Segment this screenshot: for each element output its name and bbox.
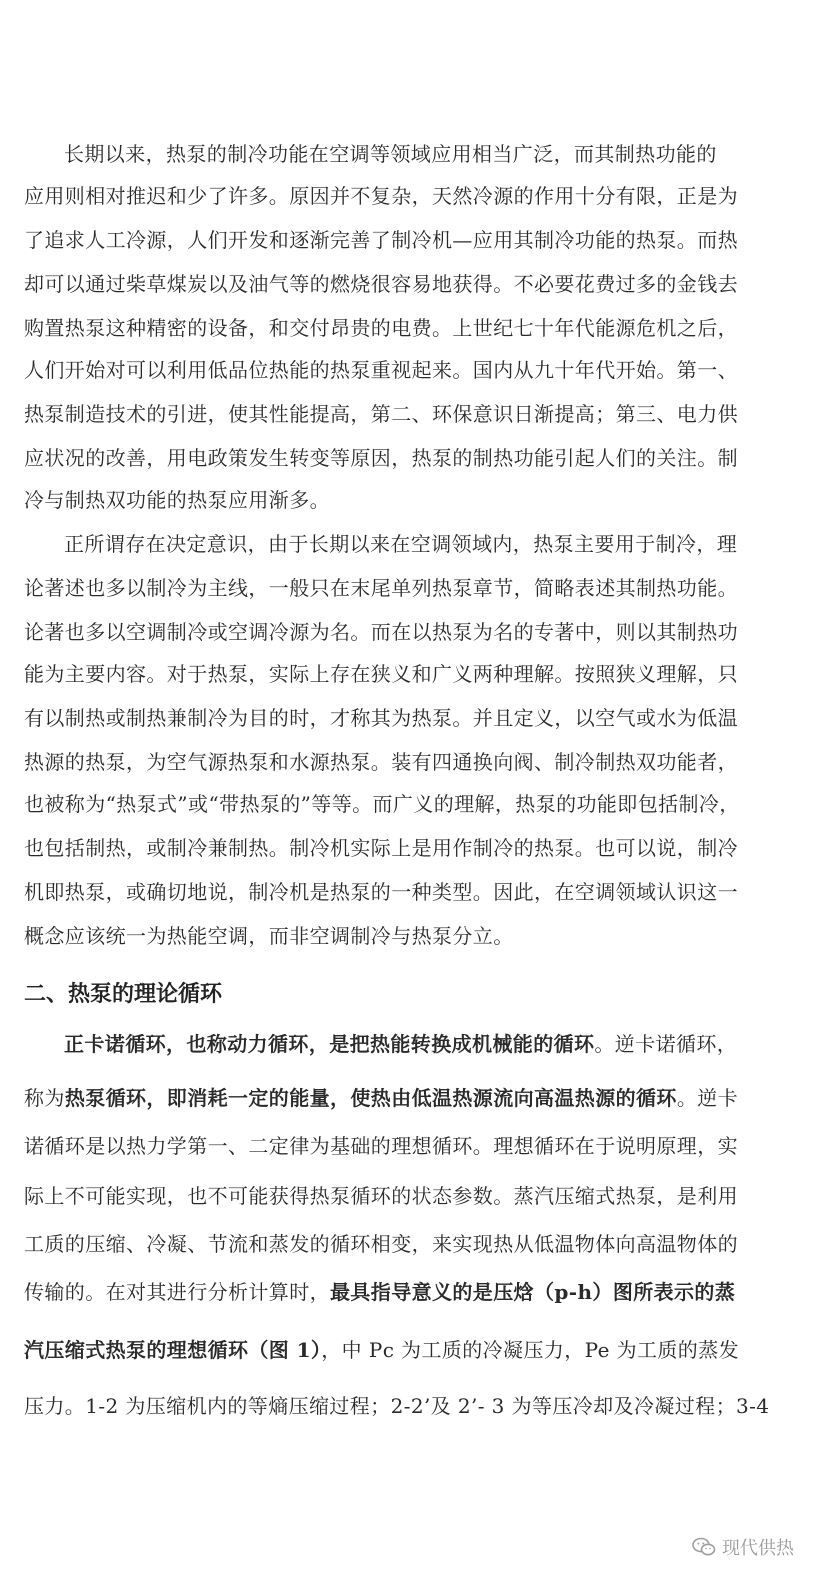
text-line: 也被称为“热泵式”或“带热泵的”等等。而广义的理解，热泵的功能即包括制冷， (24, 792, 740, 816)
text-line: 却可以通过柴草煤炭以及油气等的燃烧很容易地获得。不必要花费过多的金钱去 (24, 272, 738, 296)
text-line: 有以制热或制热兼制冷为目的时，才称其为热泵。并且定义，以空气或水为低温 (24, 706, 738, 730)
text-line: 应状况的改善，用电政策发生转变等原因，热泵的制热功能引起人们的关注。制 (24, 446, 738, 470)
watermark (692, 1534, 794, 1560)
text-line: 压力。1-2 为压缩机内的等熵压缩过程；2-2’及 2’- 3 为等压冷却及冷凝过程；3-4 (24, 1394, 770, 1418)
text-fragment: 。逆卡诺循环， (594, 1032, 738, 1056)
bold-phrase: 正卡诺循环，也称动力循环，是把热能转换成机械能的循环 (64, 1032, 595, 1056)
text-line: 也包括制热，或制冷兼制热。制冷机实际上是用作制冷的热泵。也可以说，制冷 (24, 836, 738, 860)
text-line: 论著述也多以制冷为主线，一般只在末尾单列热泵章节，简略表述其制热功能。 (24, 576, 738, 600)
text-fragment: ，中 Pc 为工质的冷凝压力，Pe 为工质的蒸发 (321, 1338, 740, 1362)
text-line: 长期以来，热泵的制冷功能在空调等领域应用相当广泛，而其制热功能的 (64, 142, 717, 166)
watermark-text: 现代供热 (722, 1538, 794, 1559)
text-line: 了追求人工冷源，人们开发和逐渐完善了制冷机—应用其制冷功能的热泵。而热 (24, 228, 738, 252)
text-line: 购置热泵这种精密的设备，和交付昂贵的电费。上世纪七十年代能源危机之后， (24, 316, 738, 340)
text-line (24, 1084, 802, 1112)
bold-phrase: 热泵循环，即消耗一定的能量，使热由低温热源流向高温热源的循环 (64, 1086, 677, 1110)
text-line (24, 1278, 802, 1306)
wechat-icon (692, 1537, 716, 1557)
text-fragment: 传输的。在对其进行分析计算时， (24, 1280, 330, 1304)
text-line: 正所谓存在决定意识，由于长期以来在空调领域内，热泵主要用于制冷，理 (64, 532, 738, 556)
text-line: 冷与制热双功能的热泵应用渐多。 (24, 488, 330, 512)
text-line: 工质的压缩、冷凝、节流和蒸发的循环相变，来实现热从低温物体向高温物体的 (24, 1232, 738, 1256)
text-line: 机即热泵，或确切地说，制冷机是热泵的一种类型。因此，在空调领域认识这一 (24, 880, 738, 904)
text-line: 诺循环是以热力学第一、二定律为基础的理想循环。理想循环在于说明原理，实 (24, 1134, 738, 1158)
section-heading: 二、热泵的理论循环 (24, 982, 223, 1007)
text-line: 际上不可能实现，也不可能获得热泵循环的状态参数。蒸汽压缩式热泵，是利用 (24, 1184, 738, 1208)
text-line: 热泵制造技术的引进，使其性能提高，第二、环保意识日渐提高；第三、电力供 (24, 402, 738, 426)
text-fragment: 称为 (24, 1086, 65, 1110)
text-line (64, 1030, 802, 1058)
text-line: 能为主要内容。对于热泵，实际上存在狭义和广义两种理解。按照狭义理解，只 (24, 662, 738, 686)
bold-phrase: 汽压缩式热泵的理想循环（图 1） (24, 1338, 322, 1362)
text-line: 热源的热泵，为空气源热泵和水源热泵。装有四通换向阀、制冷制热双功能者， (24, 750, 738, 774)
text-fragment: 。逆卡 (676, 1086, 739, 1110)
text-line (24, 1336, 802, 1364)
text-line: 应用则相对推迟和少了许多。原因并不复杂，天然冷源的作用十分有限，正是为 (24, 184, 738, 208)
text-line: 论著也多以空调制冷或空调冷源为名。而在以热泵为名的专著中，则以其制热功 (24, 620, 738, 644)
text-line: 人们开始对可以利用低品位热能的热泵重视起来。国内从九十年代开始。第一、 (24, 358, 738, 382)
text-line: 概念应该统一为热能空调，而非空调制冷与热泵分立。 (24, 924, 514, 948)
bold-phrase: 最具指导意义的是压焓（p-h）图所表示的蒸 (330, 1280, 736, 1304)
